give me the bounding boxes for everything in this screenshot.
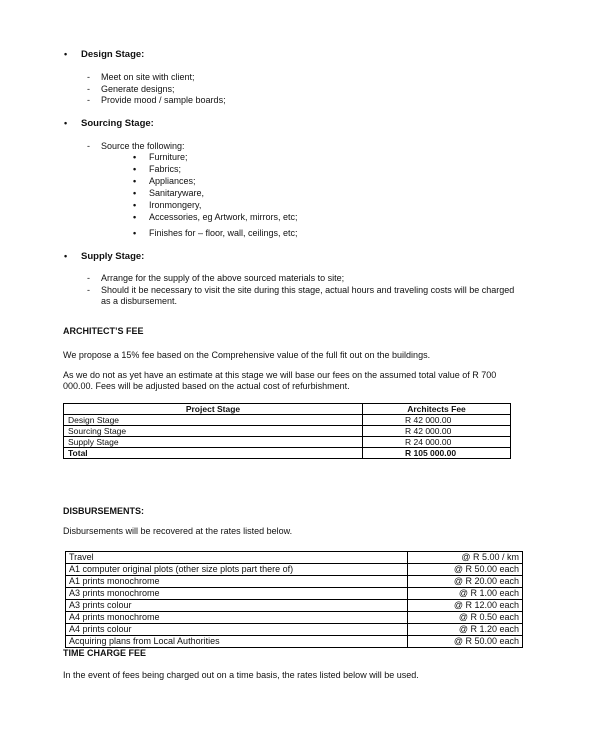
- architects-fee-heading: ARCHITECT’S FEE: [63, 326, 144, 336]
- table-header-row: [64, 404, 511, 415]
- dash-icon: -: [87, 84, 90, 94]
- table-row: [64, 415, 511, 426]
- bullet-icon: •: [64, 118, 68, 128]
- sourcing-item: Accessories, eg Artwork, mirrors, etc;: [149, 212, 298, 222]
- time-charge-para: In the event of fees being charged out on a time basis, the rates listed below will be used.: [63, 670, 419, 680]
- time-charge-heading: TIME CHARGE FEE: [63, 648, 147, 658]
- table-row: [64, 437, 511, 448]
- supply-item: Arrange for the supply of the above sourced materials to site;: [101, 273, 345, 283]
- architects-fee-para2-line1: As we do not as yet have an estimate at this stage we will base our fees on the assumed total value of R 700: [63, 370, 497, 380]
- sourcing-item: Furniture;: [149, 152, 188, 162]
- item-cell: A4 prints monochrome: [66, 612, 408, 624]
- sourcing-item: Appliances;: [149, 176, 196, 186]
- rate-cell: @ R 1.20 each: [408, 624, 523, 636]
- stage-cell: Design Stage: [64, 415, 363, 426]
- stage-cell: Sourcing Stage: [64, 426, 363, 437]
- rate-cell: @ R 20.00 each: [408, 576, 523, 588]
- sourcing-item: Ironmongery,: [149, 200, 202, 210]
- fee-cell: R 42 000.00: [363, 426, 511, 437]
- table-row: [66, 588, 523, 600]
- bullet-icon: •: [133, 200, 137, 210]
- bullet-icon: •: [133, 188, 137, 198]
- item-cell: A3 prints colour: [66, 600, 408, 612]
- table-row: [66, 636, 523, 648]
- disbursements-table: [65, 551, 523, 648]
- bullet-icon: •: [64, 251, 68, 261]
- total-value: R 105 000.00: [363, 448, 511, 459]
- design-item: Meet on site with client;: [101, 72, 195, 82]
- disbursements-heading: DISBURSEMENTS:: [63, 506, 145, 516]
- supply-item: Should it be necessary to visit the site during this stage, actual hours and traveling costs will be charged: [101, 285, 515, 295]
- item-cell: A3 prints monochrome: [66, 588, 408, 600]
- table-row: [66, 552, 523, 564]
- dash-icon: -: [87, 285, 90, 295]
- item-cell: A1 computer original plots (other size plots part there of): [66, 564, 408, 576]
- sourcing-item: Fabrics;: [149, 164, 182, 174]
- supply-stage-title: Supply Stage:: [81, 251, 145, 262]
- design-item: Provide mood / sample boards;: [101, 95, 226, 105]
- design-stage-title: Design Stage:: [81, 49, 145, 60]
- rate-cell: @ R 50.00 each: [408, 636, 523, 648]
- table-row: [66, 564, 523, 576]
- item-cell: Travel: [66, 552, 408, 564]
- table-row: [66, 612, 523, 624]
- bullet-icon: •: [133, 228, 137, 238]
- rate-cell: @ R 0.50 each: [408, 612, 523, 624]
- rate-cell: @ R 1.00 each: [408, 588, 523, 600]
- rate-cell: @ R 12.00 each: [408, 600, 523, 612]
- sourcing-item: Sanitaryware,: [149, 188, 205, 198]
- dash-icon: -: [87, 95, 90, 105]
- bullet-icon: •: [133, 212, 137, 222]
- table-row: [64, 426, 511, 437]
- column-header: Project Stage: [64, 404, 363, 415]
- total-row: [64, 448, 511, 459]
- rate-cell: @ R 50.00 each: [408, 564, 523, 576]
- dash-icon: -: [87, 141, 90, 151]
- supply-item-continued: as a disbursement.: [101, 296, 178, 306]
- disbursements-intro: Disbursements will be recovered at the rates listed below.: [63, 526, 293, 536]
- sourcing-stage-title: Sourcing Stage:: [81, 118, 154, 129]
- bullet-icon: •: [133, 164, 137, 174]
- item-cell: Acquiring plans from Local Authorities: [66, 636, 408, 648]
- fee-cell: R 24 000.00: [363, 437, 511, 448]
- table-row: [66, 600, 523, 612]
- stage-cell: Supply Stage: [64, 437, 363, 448]
- rate-cell: @ R 5.00 / km: [408, 552, 523, 564]
- item-cell: A1 prints monochrome: [66, 576, 408, 588]
- bullet-icon: •: [64, 49, 68, 59]
- architects-fee-para1: We propose a 15% fee based on the Comprehensive value of the full fit out on the buildings.: [63, 350, 431, 360]
- dash-icon: -: [87, 273, 90, 283]
- fee-table: [63, 403, 511, 459]
- table-row: [66, 576, 523, 588]
- design-item: Generate designs;: [101, 84, 175, 94]
- sourcing-intro: Source the following:: [101, 141, 185, 151]
- architects-fee-para2-line2: 000.00. Fees will be adjusted based on the actual cost of refurbishment.: [63, 381, 350, 391]
- total-label: Total: [64, 448, 363, 459]
- bullet-icon: •: [133, 176, 137, 186]
- column-header: Architects Fee: [363, 404, 511, 415]
- fee-cell: R 42 000.00: [363, 415, 511, 426]
- bullet-icon: •: [133, 152, 137, 162]
- sourcing-item: Finishes for – floor, wall, ceilings, etc;: [149, 228, 298, 238]
- dash-icon: -: [87, 72, 90, 82]
- table-row: [66, 624, 523, 636]
- item-cell: A4 prints colour: [66, 624, 408, 636]
